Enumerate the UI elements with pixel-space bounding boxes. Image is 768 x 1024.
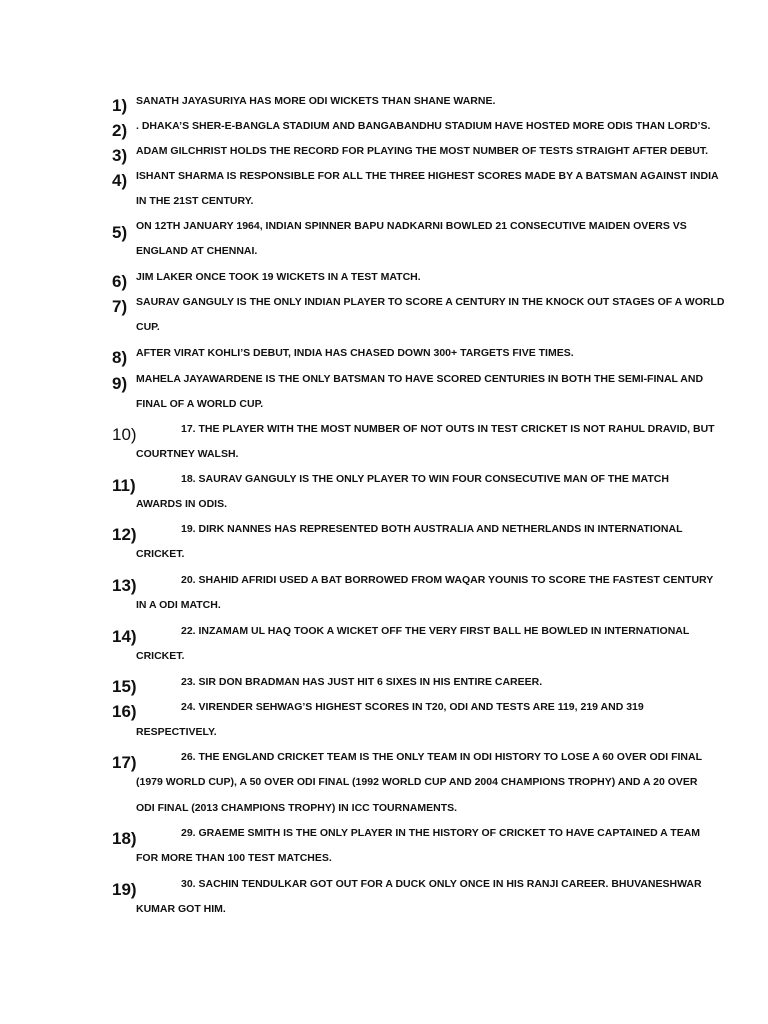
item-number: 17)	[112, 753, 137, 772]
item-text-line: JIM LAKER ONCE TOOK 19 WICKETS IN A TEST MATCH.	[136, 271, 421, 283]
item-text-line: 22. INZAMAM UL HAQ TOOK A WICKET OFF THE VERY FIRST BALL HE BOWLED IN INTERNATIONAL	[181, 625, 690, 637]
item-text-line: SANATH JAYASURIYA HAS MORE ODI WICKETS THAN SHANE WARNE.	[136, 95, 496, 107]
item-text-line: 26. THE ENGLAND CRICKET TEAM IS THE ONLY TEAM IN ODI HISTORY TO LOSE A 60 OVER ODI FINAL	[181, 751, 702, 763]
item-text-line: . DHAKA’S SHER-E-BANGLA STADIUM AND BANGABANDHU STADIUM HAVE HOSTED MORE ODIS THAN LORD’S.	[136, 120, 711, 132]
item-number: 9)	[112, 374, 128, 393]
item-text-line: CRICKET.	[136, 650, 185, 663]
item-text-line: 23. SIR DON BRADMAN HAS JUST HIT 6 SIXES IN HIS ENTIRE CAREER.	[181, 676, 543, 688]
item-text-line: 17. THE PLAYER WITH THE MOST NUMBER OF NOT OUTS IN TEST CRICKET IS NOT RAHUL DRAVID, BUT	[181, 423, 715, 435]
item-number: 13)	[112, 576, 137, 595]
item-number: 18)	[112, 829, 137, 848]
item-text-line: ENGLAND AT CHENNAI.	[136, 245, 258, 258]
item-number: 15)	[112, 677, 137, 696]
item-text-line: FINAL OF A WORLD CUP.	[136, 398, 264, 411]
item-text-line: AFTER VIRAT KOHLI’S DEBUT, INDIA HAS CHASED DOWN 300+ TARGETS FIVE TIMES.	[136, 347, 574, 359]
item-text-line: CUP.	[136, 321, 160, 334]
item-text-line: 24. VIRENDER SEHWAG’S HIGHEST SCORES IN T20, ODI AND TESTS ARE 119, 219 AND 319	[181, 701, 644, 713]
item-text-line: RESPECTIVELY.	[136, 726, 217, 739]
item-text-line: CRICKET.	[136, 548, 185, 561]
item-text-line: 19. DIRK NANNES HAS REPRESENTED BOTH AUSTRALIA AND NETHERLANDS IN INTERNATIONAL	[181, 523, 683, 535]
item-text-line: KUMAR GOT HIM.	[136, 903, 226, 916]
item-text-line: ODI FINAL (2013 CHAMPIONS TROPHY) IN ICC TOURNAMENTS.	[136, 801, 458, 814]
item-number: 10)	[112, 425, 137, 444]
item-text-line: ADAM GILCHRIST HOLDS THE RECORD FOR PLAYING THE MOST NUMBER OF TESTS STRAIGHT AFTER DEBUT.	[136, 145, 709, 157]
item-number: 3)	[112, 146, 128, 165]
item-text-line: 30. SACHIN TENDULKAR GOT OUT FOR A DUCK ONLY ONCE IN HIS RANJI CAREER. BHUVANESHWAR	[181, 878, 702, 890]
item-text-line: IN A ODI MATCH.	[136, 599, 221, 612]
item-number: 8)	[112, 348, 128, 367]
item-number: 4)	[112, 171, 128, 190]
item-number: 6)	[112, 272, 128, 291]
item-text-line: 29. GRAEME SMITH IS THE ONLY PLAYER IN THE HISTORY OF CRICKET TO HAVE CAPTAINED A TEAM	[181, 827, 701, 839]
item-number: 12)	[112, 525, 137, 544]
item-text-line: FOR MORE THAN 100 TEST MATCHES.	[136, 852, 332, 865]
item-text-line: ISHANT SHARMA IS RESPONSIBLE FOR ALL THE THREE HIGHEST SCORES MADE BY A BATSMAN AGAINST INDIA	[136, 170, 719, 182]
item-text-line: AWARDS IN ODIS.	[136, 498, 228, 511]
item-number: 5)	[112, 223, 128, 242]
item-text-line: 18. SAURAV GANGULY IS THE ONLY PLAYER TO WIN FOUR CONSECUTIVE MAN OF THE MATCH	[181, 473, 669, 485]
item-number: 2)	[112, 121, 128, 140]
item-number: 11)	[112, 476, 136, 495]
item-number: 1)	[112, 96, 128, 115]
item-number: 7)	[112, 297, 128, 316]
item-text-line: COURTNEY WALSH.	[136, 448, 239, 461]
item-number: 16)	[112, 702, 137, 721]
item-text-line: (1979 WORLD CUP), A 50 OVER ODI FINAL (1992 WORLD CUP AND 2004 CHAMPIONS TROPHY) AND A 20 OVER	[136, 776, 698, 789]
item-text-line: 20. SHAHID AFRIDI USED A BAT BORROWED FROM WAQAR YOUNIS TO SCORE THE FASTEST CENTURY	[181, 574, 714, 586]
item-number: 19)	[112, 880, 137, 899]
item-text-line: ON 12TH JANUARY 1964, INDIAN SPINNER BAPU NADKARNI BOWLED 21 CONSECUTIVE MAIDEN OVERS VS	[136, 220, 687, 232]
item-text-line: MAHELA JAYAWARDENE IS THE ONLY BATSMAN TO HAVE SCORED CENTURIES IN BOTH THE SEMI-FINAL AND	[136, 373, 704, 385]
item-text-line: SAURAV GANGULY IS THE ONLY INDIAN PLAYER TO SCORE A CENTURY IN THE KNOCK OUT STAGES OF A WORLD	[136, 296, 725, 308]
item-text-line: IN THE 21ST CENTURY.	[136, 195, 254, 208]
item-number: 14)	[112, 627, 137, 646]
